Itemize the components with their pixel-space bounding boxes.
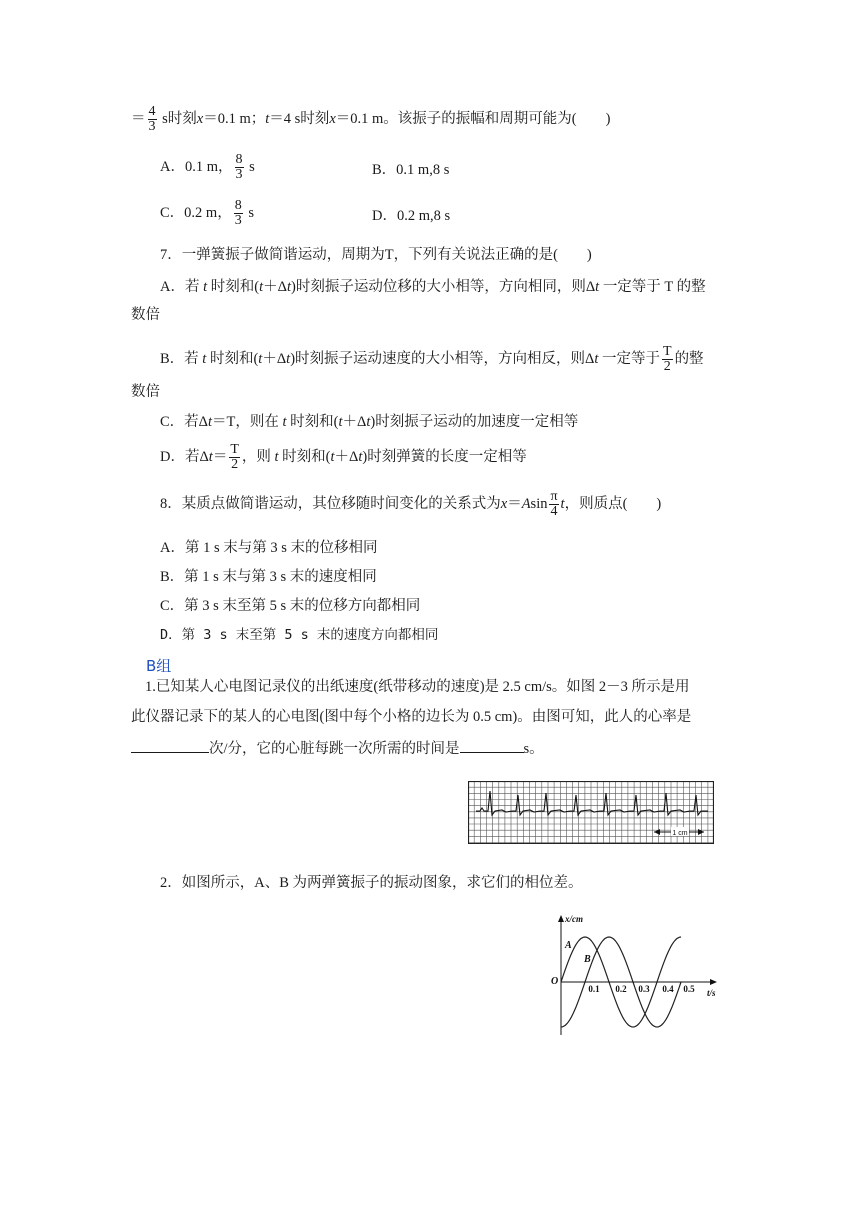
text: C．若Δ [160,414,208,430]
sin-fn: sin [530,495,548,512]
text: ＋Δ [334,448,359,465]
text: s时刻 [158,110,197,127]
b1-line1: 1.已知某人心电图记录仪的出纸速度(纸带移动的速度)是 2.5 cm/s。如图 2－3 所示是用 [145,679,690,695]
q7-option-c [160,412,578,432]
q8-option-b: B．第 1 s 末与第 3 s 末的速度相同 [160,569,377,585]
text: A．若 [160,279,204,295]
text: 时刻和( [207,279,260,295]
q7-option-a-cont: 数倍 [131,307,160,323]
var-t: t [330,448,335,465]
var-t: t [286,350,291,367]
x-tick-label: 0.3 [638,984,650,994]
fraction-t-half [229,443,240,472]
q8-option-c: C．第 3 s 末至第 5 s 末的位移方向都相同 [160,598,421,614]
text: 次/分，它的心脏每跳一次所需的时间是 [209,741,460,757]
frac-num: T [230,442,239,457]
x-axis-arrow-icon [710,979,717,985]
frac-num: T [663,344,672,359]
x-tick-label: 0.5 [683,984,695,994]
var-t: t [595,279,600,295]
var-t: t [208,448,213,465]
text: ＝ [212,448,228,465]
text: ＝0.1 m。该振子的振幅和周期可能为( ) [335,110,611,127]
text: 的整 [674,350,704,367]
q6-option-a [160,153,255,182]
text: ，则 [241,448,275,465]
q8-option-d: D．第 3 s 末至第 5 s 末的速度方向都相同 [160,627,439,643]
q7-option-d [160,443,527,472]
x-tick-label: 0.1 [588,984,600,994]
text: 时刻和( [286,414,339,430]
text: 一定等于 [598,350,660,367]
eq-sign: ＝ [131,110,146,127]
q8-stem [160,490,661,519]
q7-option-a [160,277,706,297]
text: 时刻和( [278,448,331,465]
text: s。 [523,741,544,757]
x-tick-label: 0.2 [615,984,627,994]
fraction-pi-quarter [549,490,558,519]
x-tick-label: 0.4 [662,984,674,994]
b1-line2: 此仪器记录下的某人的心电图(图中每个小格的边长为 0.5 cm)。由图可知，此人的心率是 [131,709,692,725]
curve-b-label: B [584,954,591,965]
text: )时刻振子运动速度的大小相等，方向相反，则Δ [290,350,595,367]
text: )时刻振子运动的加速度一定相等 [370,414,579,430]
section-b-heading: B组 [146,657,172,675]
var-t: t [274,448,279,465]
text: ＝4 s时刻 [269,110,330,127]
var-x: x [196,110,204,127]
q7-stem: 7．一弹簧振子做简谐运动，周期为T，下列有关说法正确的是( ) [160,247,592,263]
var-t: t [338,414,343,430]
frac-den: 3 [148,119,156,134]
frac-num: 8 [235,152,243,167]
option-label: C．0.2 m， [160,204,232,221]
curve-a-label: A [565,940,572,951]
b2-stem: 2．如图所示，A、B 为两弹簧振子的振动图象，求它们的相位差。 [160,875,583,891]
text: B．若 [160,350,203,367]
q6-option-d: D．0.2 m,8 s [372,208,451,224]
text: 时刻和( [206,350,259,367]
text: ＝0.1 m； [203,110,266,127]
unit: s [245,158,255,175]
var-t: t [282,414,287,430]
fraction-eight-thirds [235,153,244,182]
y-axis-arrow-icon [558,915,564,922]
var-t: t [203,279,208,295]
q6-stem-line [131,105,610,134]
answer-blank-period[interactable] [460,737,524,753]
var-x: x [329,110,336,127]
var-t: t [208,414,213,430]
text: ＝T，则在 [212,414,283,430]
text: 一定等于 T 的整 [599,279,706,295]
fraction-four-thirds [148,105,157,134]
var-t: t [286,279,291,295]
q8-option-a: A．第 1 s 末与第 3 s 末的位移相同 [160,540,378,556]
q7-option-b-cont: 数倍 [131,384,160,400]
frac-num: π [550,489,558,504]
option-label: A．0.1 m， [160,158,233,175]
var-t: t [358,448,363,465]
answer-blank-heart-rate[interactable] [131,737,209,753]
unit: s [244,204,254,221]
text: ＋Δ [263,279,287,295]
frac-num: 8 [234,198,242,213]
var-t: t [366,414,371,430]
var-t: t [202,350,207,367]
var-t: t [594,350,599,367]
text: ＋Δ [342,414,367,430]
frac-den: 2 [663,359,671,374]
var-t: t [258,350,263,367]
text: )时刻振子运动位移的大小相等，方向相同，则Δ [291,279,596,295]
frac-den: 3 [235,167,243,182]
y-axis-label: x/cm [565,914,583,924]
x-axis-label: t/s [707,988,716,998]
text: )时刻弹簧的长度一定相等 [362,448,527,465]
q6-option-c [160,199,254,228]
origin-label: O [551,976,559,987]
var-t: t [259,279,264,295]
b1-line3 [131,737,544,759]
text: D．若Δ [160,448,209,465]
text: 8．某质点做简谐运动，其位移随时间变化的关系式为 [160,495,501,512]
fraction-eight-thirds [234,199,243,228]
q7-option-b [160,345,704,374]
text: ，则质点( ) [564,495,662,512]
scale-label: 1 cm [672,830,688,837]
var-x: x [500,495,508,512]
var-a: A [521,495,531,512]
eq-sign: ＝ [507,495,522,512]
ecg-strip-figure [468,781,714,844]
frac-den: 2 [231,457,239,472]
text: ＋Δ [262,350,287,367]
frac-den: 4 [550,504,558,519]
frac-num: 4 [148,104,156,119]
var-t: t [265,110,270,127]
frac-den: 3 [234,213,242,228]
fraction-t-half [662,345,673,374]
var-t: t [560,495,565,512]
q6-option-b: B．0.1 m,8 s [372,162,450,178]
vibration-graph [545,910,730,1040]
